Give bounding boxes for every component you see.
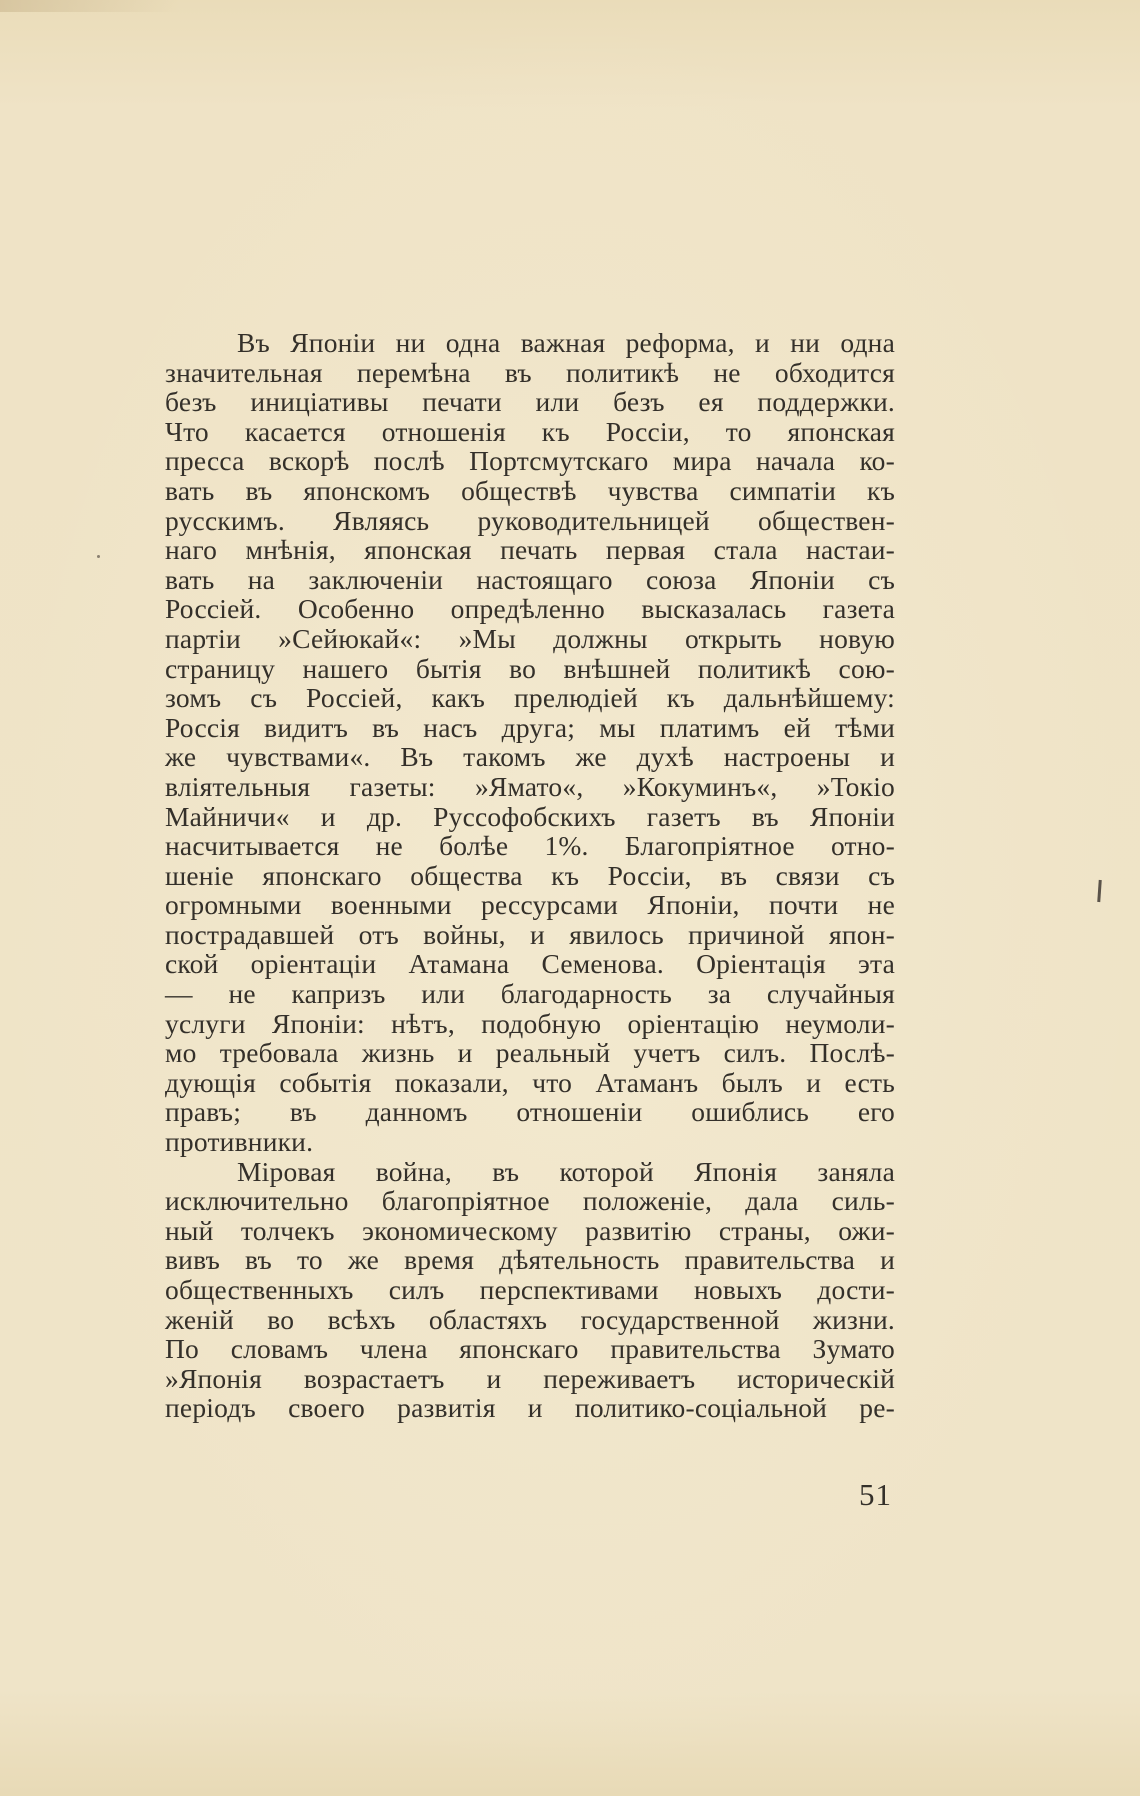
text-line: наго мнѣнія, японская печать первая стала настаи- bbox=[165, 534, 895, 566]
text-line: противники. bbox=[165, 1126, 314, 1158]
text-line: Россіей. Особенно опредѣленно высказалась газета bbox=[165, 593, 895, 625]
text-line: періодъ своего развитія и политико-соціальной ре- bbox=[165, 1392, 895, 1424]
text-line: По словамъ члена японскаго правительства Зумато bbox=[165, 1333, 895, 1365]
text-line: страницу нашего бытія во внѣшней политикѣ сою- bbox=[165, 652, 895, 684]
text-line: русскимъ. Являясь руководительницей обществен- bbox=[165, 504, 895, 536]
text-line: вать на заключеніи настоящаго союза Японіи съ bbox=[165, 563, 895, 595]
text-line: ской оріентаціи Атамана Семенова. Оріентація эта bbox=[165, 948, 895, 980]
text-line: Майничи« и др. Руссофобскихъ газетъ въ Японіи bbox=[165, 800, 895, 832]
text-line: »Японія возрастаетъ и переживаетъ историческій bbox=[165, 1362, 895, 1394]
text-line: шеніе японскаго общества къ Россіи, въ связи съ bbox=[165, 859, 895, 891]
paragraph-2 bbox=[165, 1157, 895, 1423]
text-line: — не капризъ или благодарность за случайныя bbox=[165, 978, 895, 1010]
text-line: Въ Японіи ни одна важная реформа, и ни одна bbox=[237, 327, 895, 358]
text-line: Что касается отношенія къ Россіи, то японская bbox=[165, 415, 895, 447]
text-line: пресса вскорѣ послѣ Портсмутскаго мира начала ко- bbox=[165, 445, 895, 477]
text-line: вивъ въ то же время дѣятельность правительства и bbox=[165, 1244, 895, 1276]
text-line: услуги Японіи: нѣтъ, подобную оріентацію неумоли- bbox=[165, 1007, 895, 1039]
body-text bbox=[165, 328, 895, 1423]
text-line: дующія событія показали, что Атаманъ былъ и есть bbox=[165, 1066, 895, 1098]
text-line: насчитывается не болѣе 1%. Благопріятное отно- bbox=[165, 830, 895, 862]
paragraph-1 bbox=[165, 328, 895, 1157]
page-number: 51 bbox=[859, 1477, 892, 1512]
text-line: правъ; въ данномъ отношеніи ошиблись его bbox=[165, 1096, 895, 1128]
text-line: ный толчекъ экономическому развитію страны, ожи- bbox=[165, 1214, 895, 1246]
text-line: зомъ съ Россіей, какъ прелюдіей къ дальнѣйшему: bbox=[165, 682, 895, 714]
text-line: общественныхъ силъ перспективами новыхъ дости- bbox=[165, 1274, 895, 1305]
margin-dot bbox=[97, 555, 100, 558]
text-line: безъ иниціативы печати или безъ ея поддержки. bbox=[165, 386, 895, 418]
text-line: исключительно благопріятное положеніе, дала силь- bbox=[165, 1185, 895, 1217]
margin-pencil-mark bbox=[1097, 880, 1102, 902]
text-line: Міровая война, въ которой Японія заняла bbox=[237, 1155, 895, 1187]
text-line: пострадавшей отъ войны, и явилось причиной япон- bbox=[165, 918, 895, 950]
text-line: значительная перемѣна въ политикѣ не обходится bbox=[165, 356, 895, 388]
page-stain bbox=[0, 0, 180, 12]
text-line: вліятельныя газеты: »Ямато«, »Кокуминъ«, »Токіо bbox=[165, 770, 895, 802]
text-line: Россія видитъ въ насъ друга; мы платимъ ей тѣми bbox=[165, 711, 895, 743]
text-line: же чувствами«. Въ такомъ же духѣ настроены и bbox=[165, 741, 895, 773]
text-line: женій во всѣхъ областяхъ государственной жизни. bbox=[165, 1303, 895, 1335]
text-line: вать въ японскомъ обществѣ чувства симпатіи къ bbox=[165, 474, 895, 506]
text-line: партіи »Сейюкай«: »Мы должны открыть новую bbox=[165, 622, 895, 654]
text-line: мо требовала жизнь и реальный учетъ силъ. Послѣ- bbox=[165, 1037, 895, 1069]
text-line: огромными военными рессурсами Японіи, почти не bbox=[165, 889, 895, 921]
